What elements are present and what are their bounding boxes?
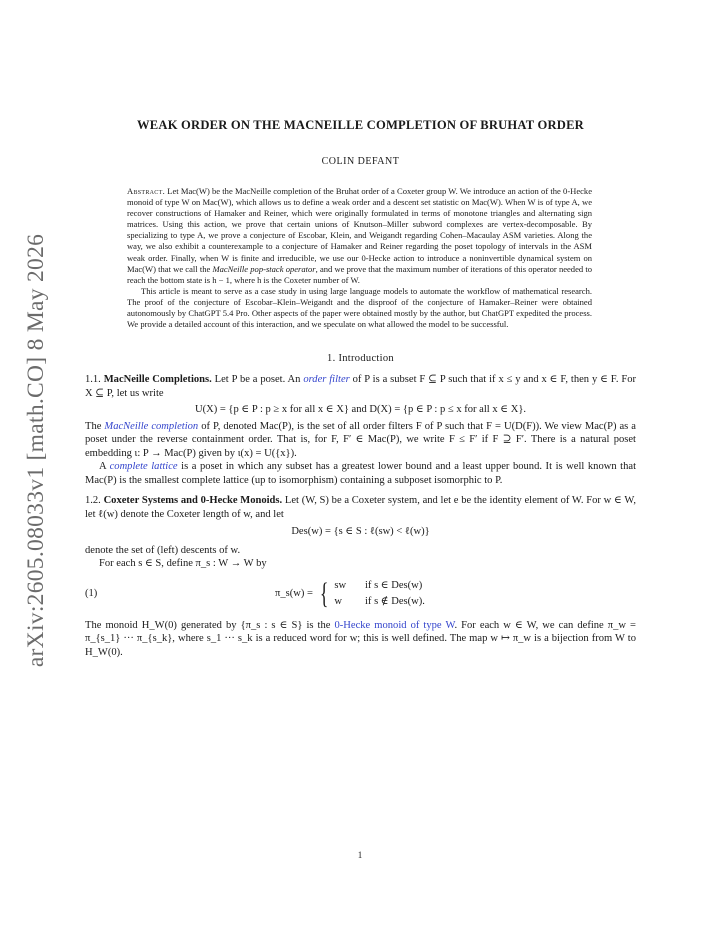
subsection-number: 1.1. (85, 374, 101, 386)
paragraph-macneille-2 (85, 420, 636, 461)
paragraph-text: The monoid H_W(0) generated by {π_s : s ∈ S} is the (85, 619, 335, 631)
case-value: sw (334, 579, 347, 591)
section-body (85, 373, 636, 659)
order-filter-link[interactable]: order filter (303, 374, 350, 386)
macneille-completion-link[interactable]: MacNeille completion (104, 420, 199, 432)
paragraph-coxeter-1 (85, 494, 636, 521)
paragraph-define-pi: For each s ∈ S, define π_s : W → W by (99, 558, 267, 570)
equation-cases (334, 578, 425, 610)
case-row (334, 578, 425, 594)
section-heading: 1. Introduction (327, 353, 394, 365)
subsection-title: Coxeter Systems and 0-Hecke Monoids. (103, 495, 283, 507)
page-number: 1 (357, 850, 363, 860)
abstract-text: Let Mac(W) be the MacNeille completion of the Bruhat order of a Coxeter group W. We introduce an action of the 0-Hecke monoid of type W on Mac(W), which allows us to define a weak order and a descent set statistic on Mac(W). When W is of type A, we recover constructions of Hamaker and Reiner, which were originally formulated in terms of monotone triangles and alternating sign matrices. Using this action, we prove that certain unions of Knutson–Miller subword complexes are vertex-decomposable. By specializing to type A, we prove a conjecture of Escobar, Klein, and Weigandt regarding Cohen–Macaulay ASM varieties. Along the way, we also exhibit a counterexample to a conjecture of Hamaker and Reiner regarding the poset topology of intervals in the ASM weak order. Finally, when W is finite and irreducible, we use our 0-Hecke action to introduce a noninvertible dynamical system on Mac(W) that we call the (127, 186, 593, 274)
arxiv-sidebar (14, 215, 60, 685)
hecke-monoid-link[interactable]: 0-Hecke monoid of type W (334, 619, 455, 631)
abstract-paragraph-1 (127, 186, 592, 286)
abstract-italic-term: MacNeille pop-stack operator (212, 263, 316, 274)
paragraph-complete-lattice (85, 460, 636, 487)
abstract-paragraph-2: This article is meant to serve as a case study in using large language models to automate the workflow of mathematical research. The proof of the conjecture of Escobar–Klein–Weigandt and the disproof of the conjecture of Hamaker–Reiner were obtained autonomously by ChatGPT 5.4 Pro. Other aspects of the paper were obtained mostly by the author, but ChatGPT expedited the process. We provide a detailed account of this interaction, and we speculate on what allowed the model to be successful. (127, 285, 592, 330)
case-condition: if s ∉ Des(w). (364, 595, 425, 607)
paper-author: COLIN DEFANT (321, 156, 400, 167)
equation-number: (1) (85, 587, 98, 599)
equation-1 (85, 575, 636, 613)
subsection-title: MacNeille Completions. (103, 374, 212, 386)
case-condition: if s ∈ Des(w) (364, 579, 423, 591)
cases-brace: { (319, 576, 329, 610)
display-equation-u-d: U(X) = {p ∈ P : p ≥ x for all x ∈ X} and D(X) = {p ∈ P : p ≤ x for all x ∈ X}. (194, 404, 527, 416)
abstract (127, 186, 592, 330)
case-row (334, 594, 425, 610)
paragraph-macneille-1 (85, 373, 636, 400)
paragraph-text: of P, denoted Mac(P), is the set of all order filters F of P such that F = U(D(F)). We view Mac(P) as a poset under the reverse containment order. That is, for F, F′ ∈ Mac(P), we write F ≤ F′ if F ⊇ F′. There is a natural poset embedding ι: P → Mac(P) given by ι(x) = U({x}). (85, 420, 636, 459)
equation-body (275, 575, 425, 613)
case-value: w (334, 595, 342, 607)
paragraph-text: . For each w ∈ W, we can define π_w = π_{s_1} ··· π_{s_k}, where s_1 ··· s_k is a reduced word for w; this is well defined. The map w ↦ π_w is a bijection from W to H_W(0). (85, 619, 637, 658)
subsection-number: 1.2. (85, 495, 101, 507)
paragraph-text: The (85, 420, 105, 432)
display-equation-des: Des(w) = {s ∈ S : ℓ(sw) < ℓ(w)} (291, 526, 430, 538)
paragraph-text: of P is a subset F ⊆ P such that if x ≤ y and x ∈ F, then y ∈ F. For X ⊆ P, let us write (85, 374, 636, 399)
paper-title: WEAK ORDER ON THE MACNEILLE COMPLETION OF BRUHAT ORDER (137, 118, 584, 132)
paper-page (85, 118, 636, 659)
abstract-text-end: , and we prove that the maximum number of iterations of this operator needed to reach the bottom state is h − 1, where h is the Coxeter number of W. (127, 263, 592, 285)
paragraph-text: A (99, 461, 110, 473)
paragraph-descents: denote the set of (left) descents of w. (85, 544, 241, 556)
equation-lhs: π_s(w) = (275, 587, 313, 599)
paragraph-text: is a poset in which any subset has a greatest lower bound and a least upper bound. It is well known that Mac(P) is the smallest complete lattice (up to isomorphism) containing a subposet isomorphic to P. (85, 461, 636, 486)
complete-lattice-link[interactable]: complete lattice (109, 461, 178, 473)
paragraph-text: Let (W, S) be a Coxeter system, and let e be the identity element of W. For w ∈ W, let ℓ(w) denote the Coxeter length of w, and let (85, 495, 636, 520)
paragraph-hecke-monoid (85, 619, 636, 660)
abstract-label: Abstract. (127, 186, 166, 196)
arxiv-identifier: arXiv:2605.08033v1 [math.CO] 8 May 2026 (23, 233, 50, 667)
paragraph-text: Let P be a poset. An (211, 374, 304, 386)
